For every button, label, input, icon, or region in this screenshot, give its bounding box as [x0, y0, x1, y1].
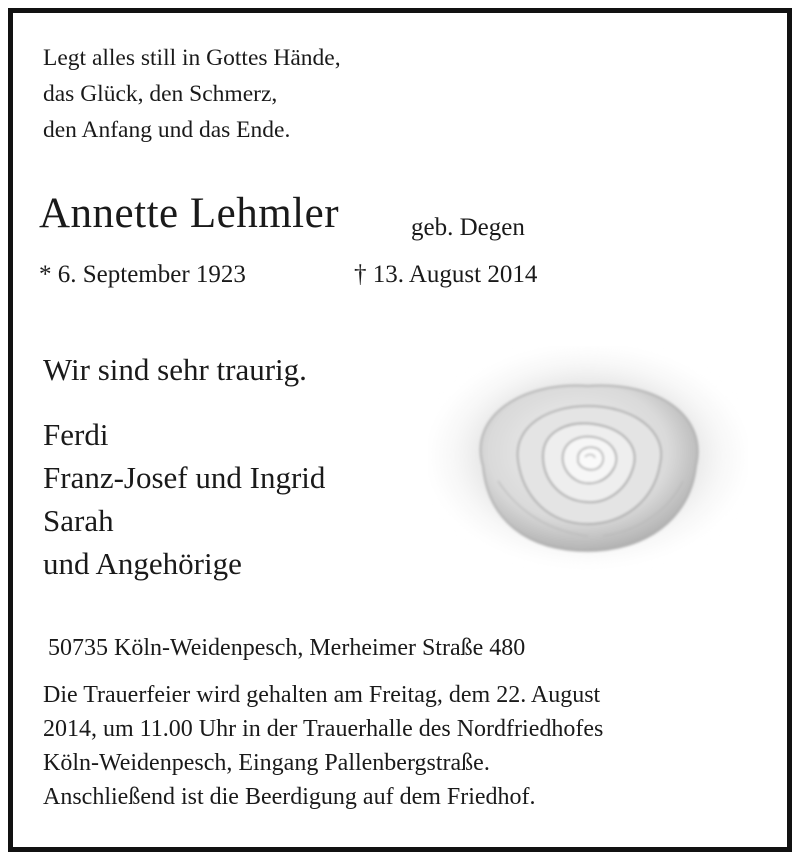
death-date: † 13. August 2014	[354, 261, 538, 288]
mourner: Franz-Josef und Ingrid	[43, 460, 326, 495]
mourners-list	[43, 413, 325, 585]
mourner: und Angehörige	[43, 546, 242, 581]
obituary-notice	[8, 8, 792, 852]
mourner: Ferdi	[43, 417, 109, 452]
address-line: 50735 Köln-Weidenpesch, Merheimer Straße 480	[48, 635, 526, 661]
poem-line: den Anfang und das Ende.	[43, 117, 291, 143]
funeral-service-info	[43, 678, 603, 814]
mourner: Sarah	[43, 503, 114, 538]
birth-date: * 6. September 1923	[39, 261, 246, 288]
deceased-name: Annette Lehmler	[39, 190, 340, 237]
poem-line: Legt alles still in Gottes Hände,	[43, 45, 341, 71]
service-line: Die Trauerfeier wird gehalten am Freitag, dem 22. August	[43, 682, 601, 708]
maiden-name: geb. Degen	[411, 214, 525, 241]
poem	[43, 40, 341, 148]
service-line: Anschließend ist die Beerdigung auf dem Friedhof.	[43, 784, 536, 810]
rose-image	[428, 346, 748, 571]
service-line: 2014, um 11.00 Uhr in der Trauerhalle des Nordfriedhofes	[43, 716, 604, 742]
service-line: Köln-Weidenpesch, Eingang Pallenbergstraße.	[43, 750, 490, 776]
poem-line: das Glück, den Schmerz,	[43, 81, 278, 107]
sentiment-text: Wir sind sehr traurig.	[43, 352, 307, 387]
